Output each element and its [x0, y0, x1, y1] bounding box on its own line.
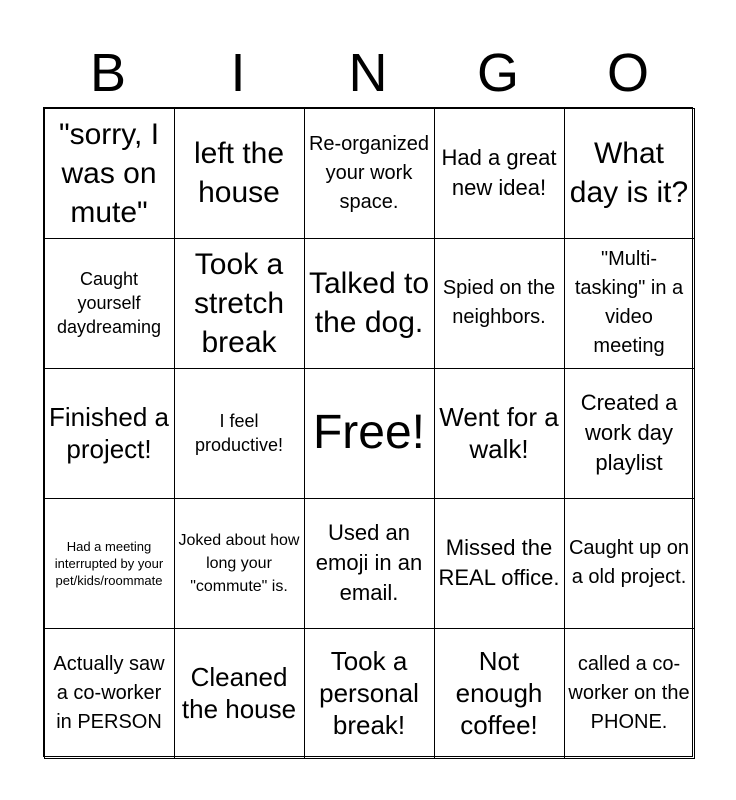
bingo-cell-r5-c4[interactable] [434, 628, 565, 759]
bingo-cell-r5-c3[interactable] [304, 628, 435, 759]
bingo-cell-free[interactable] [304, 368, 435, 499]
bingo-cell-r4-c1[interactable] [44, 498, 175, 629]
bingo-cell-r3-c1[interactable] [44, 368, 175, 499]
header-letter-b: B [89, 43, 127, 103]
cell-text: called a co-worker on the PHONE. [568, 652, 690, 733]
header-letter-o: O [606, 43, 649, 103]
bingo-cell-r2-c2[interactable] [174, 238, 305, 369]
cell-text: Spied on the neighbors. [442, 277, 556, 328]
bingo-cell-r5-c1[interactable] [44, 628, 175, 759]
bingo-cell-r1-c2[interactable] [174, 108, 305, 239]
cell-text: Cleaned the house [181, 662, 297, 724]
bingo-cell-r3-c5[interactable] [564, 368, 695, 499]
bingo-cell-r4-c2[interactable] [174, 498, 305, 629]
header-letter-i: I [230, 43, 246, 103]
bingo-cell-r4-c3[interactable] [304, 498, 435, 629]
bingo-cell-r2-c4[interactable] [434, 238, 565, 369]
bingo-cell-r5-c2[interactable] [174, 628, 305, 759]
cell-text: Finished a project! [49, 402, 169, 464]
header-letter-n: N [348, 43, 388, 103]
bingo-cell-r3-c4[interactable] [434, 368, 565, 499]
cell-text: "Multi-tasking" in a video meeting [574, 248, 684, 357]
cell-text: Had a meeting interrupted by your pet/kids/roommate [54, 538, 164, 588]
cell-text: Not enough coffee! [455, 646, 543, 740]
bingo-cell-r4-c4[interactable] [434, 498, 565, 629]
cell-text: Took a stretch break [193, 247, 285, 359]
bingo-cell-r5-c5[interactable] [564, 628, 695, 759]
bingo-cell-r1-c3[interactable] [304, 108, 435, 239]
cell-text: I feel productive! [194, 411, 284, 455]
bingo-cell-r1-c5[interactable] [564, 108, 695, 239]
cell-text: What day is it? [569, 137, 689, 209]
cell-text: Actually saw a co-worker in PERSON [53, 652, 165, 733]
bingo-cell-r1-c4[interactable] [434, 108, 565, 239]
bingo-board [43, 107, 693, 757]
cell-text: "sorry, I was on mute" [58, 117, 160, 229]
bingo-cell-r2-c5[interactable] [564, 238, 695, 369]
cell-text: Caught yourself daydreaming [56, 269, 162, 337]
cell-text: Joked about how long your "commute" is. [178, 531, 300, 595]
cell-text: Missed the REAL office. [438, 535, 560, 590]
bingo-cell-r4-c5[interactable] [564, 498, 695, 629]
free-space-text: Free! [312, 406, 426, 459]
bingo-cell-r2-c3[interactable] [304, 238, 435, 369]
header-letter-g: G [476, 43, 519, 103]
cell-text: Talked to the dog. [308, 267, 430, 339]
bingo-cell-r1-c1[interactable] [44, 108, 175, 239]
bingo-cell-r3-c2[interactable] [174, 368, 305, 499]
cell-text: Had a great new idea! [441, 145, 557, 200]
cell-text: Caught up on a old project. [568, 537, 690, 588]
bingo-cell-r2-c1[interactable] [44, 238, 175, 369]
cell-text: Went for a walk! [439, 402, 559, 464]
cell-text: Re-organized your work space. [308, 132, 430, 213]
cell-text: left the house [193, 137, 285, 209]
cell-text: Created a work day playlist [580, 390, 678, 475]
bingo-header [43, 40, 693, 106]
cell-text: Took a personal break! [319, 646, 419, 740]
cell-text: Used an emoji in an email. [315, 520, 423, 605]
